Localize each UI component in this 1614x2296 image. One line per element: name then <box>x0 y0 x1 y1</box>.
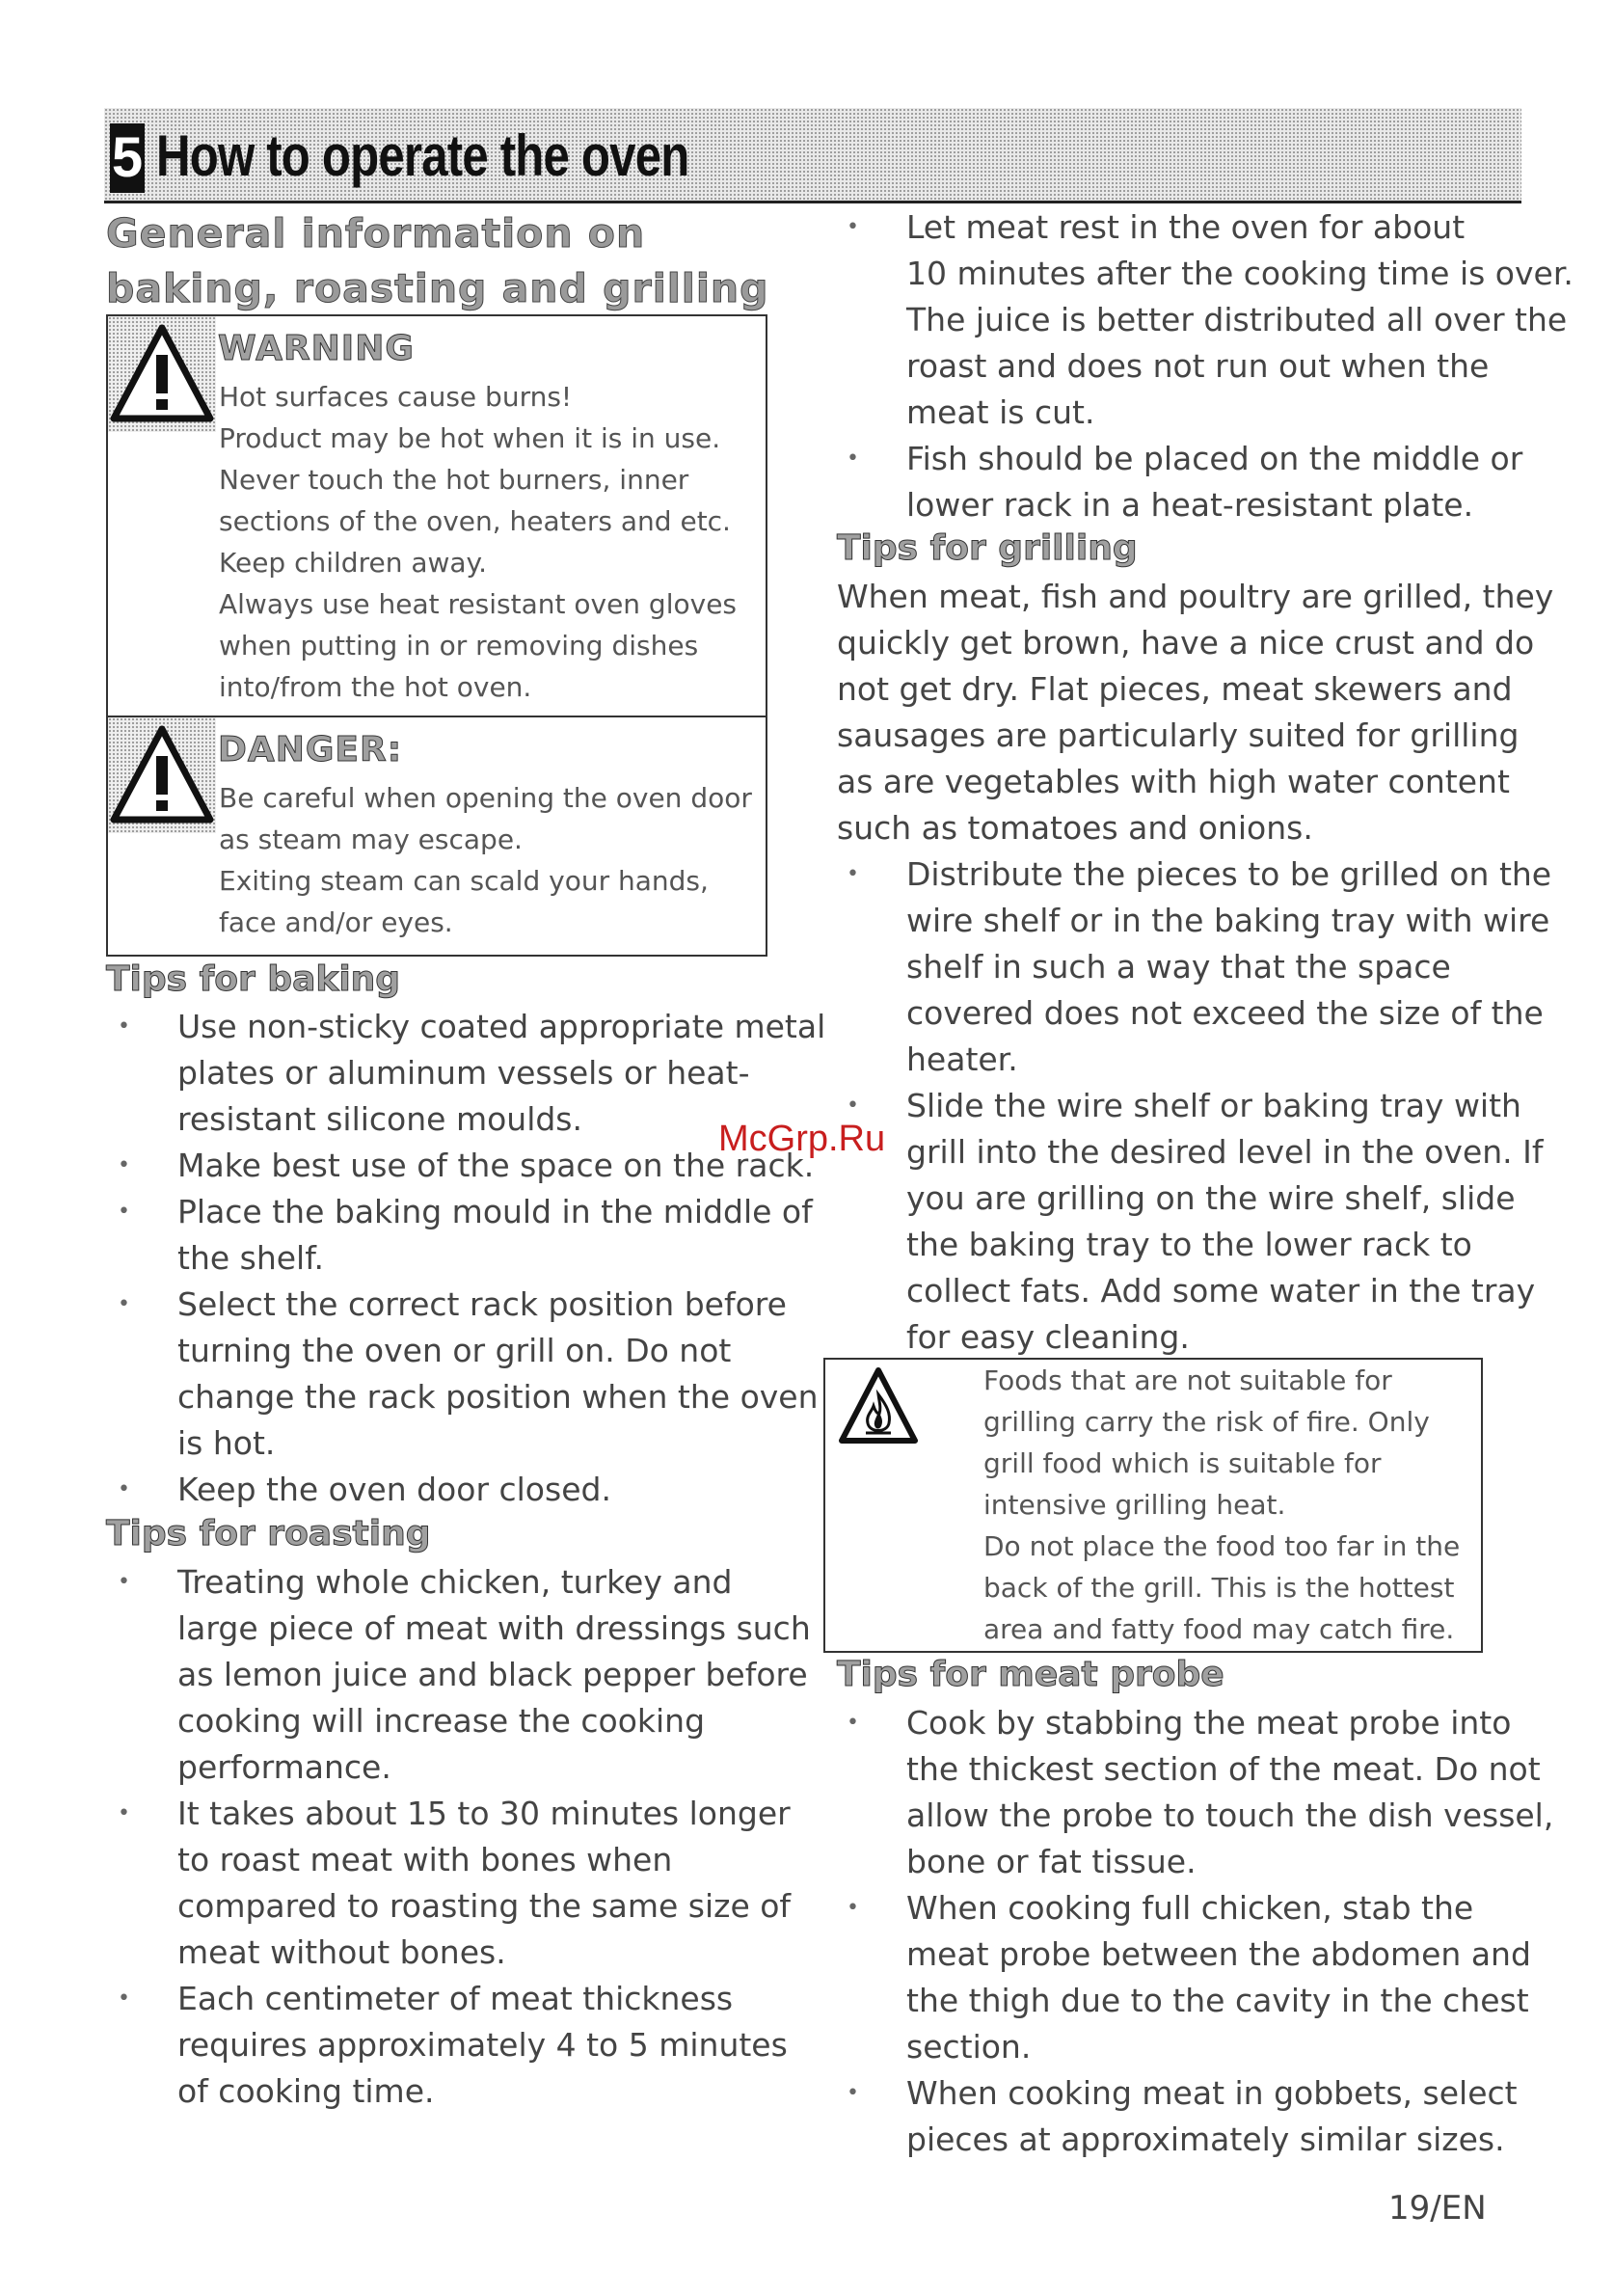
roasting-tip-line: compared to roasting the same size of <box>177 1887 792 1925</box>
roasting-continued-line: The juice is better distributed all over the <box>906 301 1568 338</box>
roasting-tip-line: Treating whole chicken, turkey and <box>177 1563 733 1601</box>
baking-tip-line: resistant silicone moulds. <box>177 1100 582 1138</box>
bullet-icon: • <box>118 1153 130 1177</box>
baking-tip-line: Use non-sticky coated appropriate metal <box>177 1008 826 1045</box>
baking-tip-line: the shelf. <box>177 1239 324 1277</box>
grilling-tip-line: covered does not exceed the size of the <box>906 994 1544 1032</box>
fire-warning-line: Foods that are not suitable for <box>983 1364 1392 1396</box>
grilling-tip-line: Slide the wire shelf or baking tray with <box>906 1087 1521 1124</box>
roasting-tip-line: meat without bones. <box>177 1933 506 1971</box>
bullet-icon: • <box>118 1570 130 1594</box>
roasting-tip-line: It takes about 15 to 30 minutes longer <box>177 1795 791 1832</box>
grilling-tip-line: shelf in such a way that the space <box>906 948 1451 986</box>
baking-tip-line: Keep the oven door closed. <box>177 1471 611 1508</box>
baking-tip-line: Place the baking mould in the middle of <box>177 1193 813 1230</box>
fire-warning-line: intensive grilling heat. <box>983 1489 1286 1521</box>
meat-probe-tip-line: the thigh due to the cavity in the chest <box>906 1982 1529 2019</box>
section-heading-line1: General information on <box>106 210 646 257</box>
meat-probe-tip-line: allow the probe to touch the dish vessel, <box>906 1796 1554 1834</box>
danger-line: Be careful when opening the oven door <box>219 782 752 814</box>
fire-warning-line: grill food which is suitable for <box>983 1447 1382 1479</box>
roasting-tip-line: performance. <box>177 1748 391 1786</box>
grilling-tip-line: Distribute the pieces to be grilled on the <box>906 855 1552 893</box>
fire-warning-line: grilling carry the risk of fire. Only <box>983 1406 1430 1438</box>
tips-meat-probe-heading: Tips for meat probe <box>837 1655 1224 1694</box>
bullet-icon: • <box>847 862 859 886</box>
grilling-tip-line: for easy cleaning. <box>906 1318 1190 1356</box>
warning-line: into/from the hot oven. <box>219 671 532 703</box>
fire-warning-box <box>823 1358 1483 1653</box>
bullet-icon: • <box>118 1477 130 1501</box>
meat-probe-tip-line: the thickest section of the meat. Do not <box>906 1750 1541 1788</box>
warning-box <box>106 314 767 719</box>
bullet-icon: • <box>118 1986 130 2011</box>
grilling-tip-line: collect fats. Add some water in the tray <box>906 1272 1536 1310</box>
grilling-paragraph-line: When meat, fish and poultry are grilled, they <box>837 578 1554 615</box>
roasting-continued-line: Fish should be placed on the middle or <box>906 440 1523 477</box>
meat-probe-tip-line: When cooking meat in gobbets, select <box>906 2074 1518 2112</box>
roasting-tip-line: to roast meat with bones when <box>177 1841 673 1878</box>
grilling-tip-line: you are grilling on the wire shelf, slide <box>906 1179 1516 1217</box>
baking-tip-line: turning the oven or grill on. Do not <box>177 1332 732 1369</box>
bullet-icon: • <box>847 1896 859 1920</box>
tips-baking-heading: Tips for baking <box>106 959 401 999</box>
warning-line: sections of the oven, heaters and etc. <box>219 505 731 537</box>
section-heading-line2: baking, roasting and grilling <box>106 265 769 311</box>
roasting-tip-line: as lemon juice and black pepper before <box>177 1656 808 1693</box>
warning-line: Hot surfaces cause burns! <box>219 381 573 413</box>
danger-line: Exiting steam can scald your hands, <box>219 865 709 897</box>
grilling-paragraph-line: such as tomatoes and onions. <box>837 809 1313 847</box>
chapter-number: 5 <box>110 123 145 193</box>
danger-line: face and/or eyes. <box>219 906 453 938</box>
grilling-paragraph-line: quickly get brown, have a nice crust and do <box>837 624 1535 662</box>
grilling-tip-line: grill into the desired level in the oven. If <box>906 1133 1544 1171</box>
roasting-continued-line: meat is cut. <box>906 393 1095 431</box>
danger-line: as steam may escape. <box>219 824 523 855</box>
bullet-icon: • <box>118 1200 130 1224</box>
roasting-tip-line: large piece of meat with dressings such <box>177 1609 811 1647</box>
grilling-tip-line: the baking tray to the lower rack to <box>906 1226 1472 1263</box>
bullet-icon: • <box>118 1014 130 1039</box>
roasting-tip-line: of cooking time. <box>177 2072 435 2110</box>
warning-line: when putting in or removing dishes <box>219 630 699 662</box>
bullet-icon: • <box>847 1094 859 1118</box>
bullet-icon: • <box>118 1292 130 1316</box>
fire-warning-line: area and fatty food may catch fire. <box>983 1613 1455 1645</box>
meat-probe-tip-line: When cooking full chicken, stab the <box>906 1889 1474 1927</box>
bullet-icon: • <box>118 1801 130 1825</box>
tips-grilling-heading: Tips for grilling <box>837 528 1138 568</box>
warning-title: WARNING <box>218 329 415 368</box>
danger-box <box>106 716 767 957</box>
baking-tip-line: is hot. <box>177 1424 276 1462</box>
meat-probe-tip-line: pieces at approximately similar sizes. <box>906 2120 1505 2158</box>
meat-probe-tip-line: meat probe between the abdomen and <box>906 1935 1531 1973</box>
grilling-tip-line: wire shelf or in the baking tray with wire <box>906 902 1550 939</box>
fire-hazard-icon <box>837 1365 920 1446</box>
roasting-continued-line: roast and does not run out when the <box>906 347 1490 385</box>
warning-line: Product may be hot when it is in use. <box>219 422 721 454</box>
baking-tip-line: change the rack position when the oven <box>177 1378 819 1416</box>
roasting-tip-line: cooking will increase the cooking <box>177 1702 706 1740</box>
warning-triangle-icon <box>108 322 216 428</box>
baking-tip-line: Make best use of the space on the rack. <box>177 1147 815 1184</box>
meat-probe-tip-line: bone or fat tissue. <box>906 1843 1197 1880</box>
warning-line: Never touch the hot burners, inner <box>219 464 689 496</box>
watermark-text: McGrp.Ru <box>718 1119 886 1159</box>
grilling-paragraph-line: not get dry. Flat pieces, meat skewers and <box>837 670 1513 708</box>
danger-triangle-icon <box>108 723 216 829</box>
meat-probe-tip-line: Cook by stabbing the meat probe into <box>906 1704 1512 1742</box>
bullet-icon: • <box>847 2081 859 2105</box>
roasting-tip-line: requires approximately 4 to 5 minutes <box>177 2026 788 2064</box>
grilling-tip-line: heater. <box>906 1040 1018 1078</box>
warning-line: Always use heat resistant oven gloves <box>219 588 738 620</box>
baking-tip-line: plates or aluminum vessels or heat- <box>177 1054 750 1092</box>
meat-probe-tip-line: section. <box>906 2028 1032 2066</box>
fire-warning-line: back of the grill. This is the hottest <box>983 1572 1455 1604</box>
bullet-icon: • <box>847 215 859 239</box>
roasting-continued-line: lower rack in a heat-resistant plate. <box>906 486 1474 524</box>
grilling-paragraph-line: sausages are particularly suited for grilling <box>837 716 1520 754</box>
roasting-continued-line: 10 minutes after the cooking time is over. <box>906 255 1574 292</box>
tips-roasting-heading: Tips for roasting <box>106 1514 431 1553</box>
baking-tip-line: Select the correct rack position before <box>177 1285 787 1323</box>
page-number: 19/EN <box>1388 2189 1487 2228</box>
bullet-icon: • <box>847 1711 859 1735</box>
chapter-title: How to operate the oven <box>156 123 689 188</box>
fire-warning-line: Do not place the food too far in the <box>983 1530 1461 1562</box>
roasting-continued-line: Let meat rest in the oven for about <box>906 208 1466 246</box>
bullet-icon: • <box>847 446 859 471</box>
danger-title: DANGER: <box>218 730 403 770</box>
roasting-tip-line: Each centimeter of meat thickness <box>177 1980 734 2017</box>
warning-line: Keep children away. <box>219 547 488 579</box>
grilling-paragraph-line: as are vegetables with high water content <box>837 763 1510 800</box>
chapter-banner <box>104 108 1521 203</box>
